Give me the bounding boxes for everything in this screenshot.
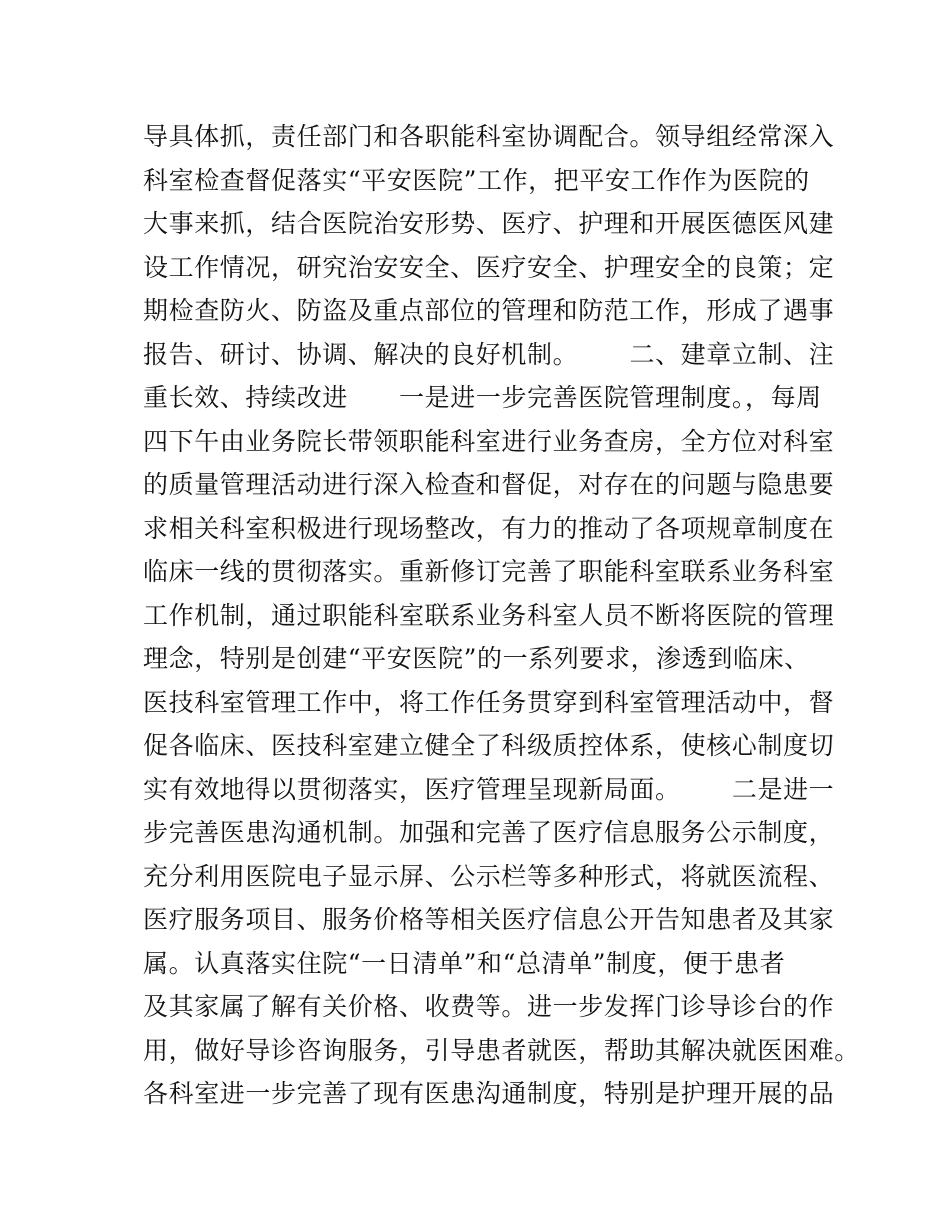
text-line: 求相关科室积极进行现场整改，有力的推动了各项规章制度在: [143, 513, 835, 543]
text-line: 的质量管理活动进行深入检查和督促，对存在的问题与隐患要: [143, 470, 835, 499]
text-line: 期检查防火、防盗及重点部位的管理和防范工作，形成了遇事: [143, 296, 835, 325]
text-line: 报告、研讨、协调、解决的良好机制。 二、建章立制、注: [143, 339, 835, 369]
text-line: 步完善医患沟通机制。加强和完善了医疗信息服务公示制度，: [143, 818, 835, 847]
text-line: 属。认真落实住院“一日清单”和“总清单”制度，便于患者: [143, 948, 786, 978]
text-line: 促各临床、医技科室建立健全了科级质控体系，使核心制度切: [143, 731, 835, 760]
text-line: 设工作情况，研究治安安全、医疗安全、护理安全的良策；定: [143, 252, 835, 282]
text-line: 临床一线的贯彻落实。重新修订完善了职能科室联系业务科室: [143, 557, 835, 586]
text-line: 理念，特别是创建“平安医院”的一系列要求，渗透到临床、: [143, 644, 810, 673]
text-line: 科室检查督促落实“平安医院”工作，把平安工作作为医院的: [143, 165, 810, 195]
text-line: 重长效、持续改进 一是进一步完善医院管理制度。，每周: [143, 383, 822, 412]
text-line: 四下午由业务院长带领职能科室进行业务查房，全方位对科室: [143, 426, 835, 456]
text-line: 工作机制，通过职能科室联系业务科室人员不断将医院的管理: [143, 600, 835, 630]
text-line: 用，做好导诊咨询服务，引导患者就医，帮助其解决就医困难。: [143, 1035, 860, 1065]
text-line: 实有效地得以贯彻落实，医疗管理呈现新局面。 二是进一: [143, 774, 835, 804]
text-line: 及其家属了解有关价格、收费等。进一步发挥门诊导诊台的作: [143, 992, 835, 1021]
text-line: 大事来抓，结合医院治安形势、医疗、护理和开展医德医风建: [143, 209, 835, 238]
text-line: 医技科室管理工作中，将工作任务贯穿到科室管理活动中，督: [143, 687, 835, 717]
text-line: 医疗服务项目、服务价格等相关医疗信息公开告知患者及其家: [143, 905, 835, 934]
body-text: [143, 115, 860, 1116]
text-line: 导具体抓，责任部门和各职能科室协调配合。领导组经常深入: [143, 122, 835, 151]
text-line: 充分利用医院电子显示屏、公示栏等多种形式，将就医流程、: [143, 861, 835, 891]
text-line: 各科室进一步完善了现有医患沟通制度，特别是护理开展的品: [143, 1079, 835, 1108]
